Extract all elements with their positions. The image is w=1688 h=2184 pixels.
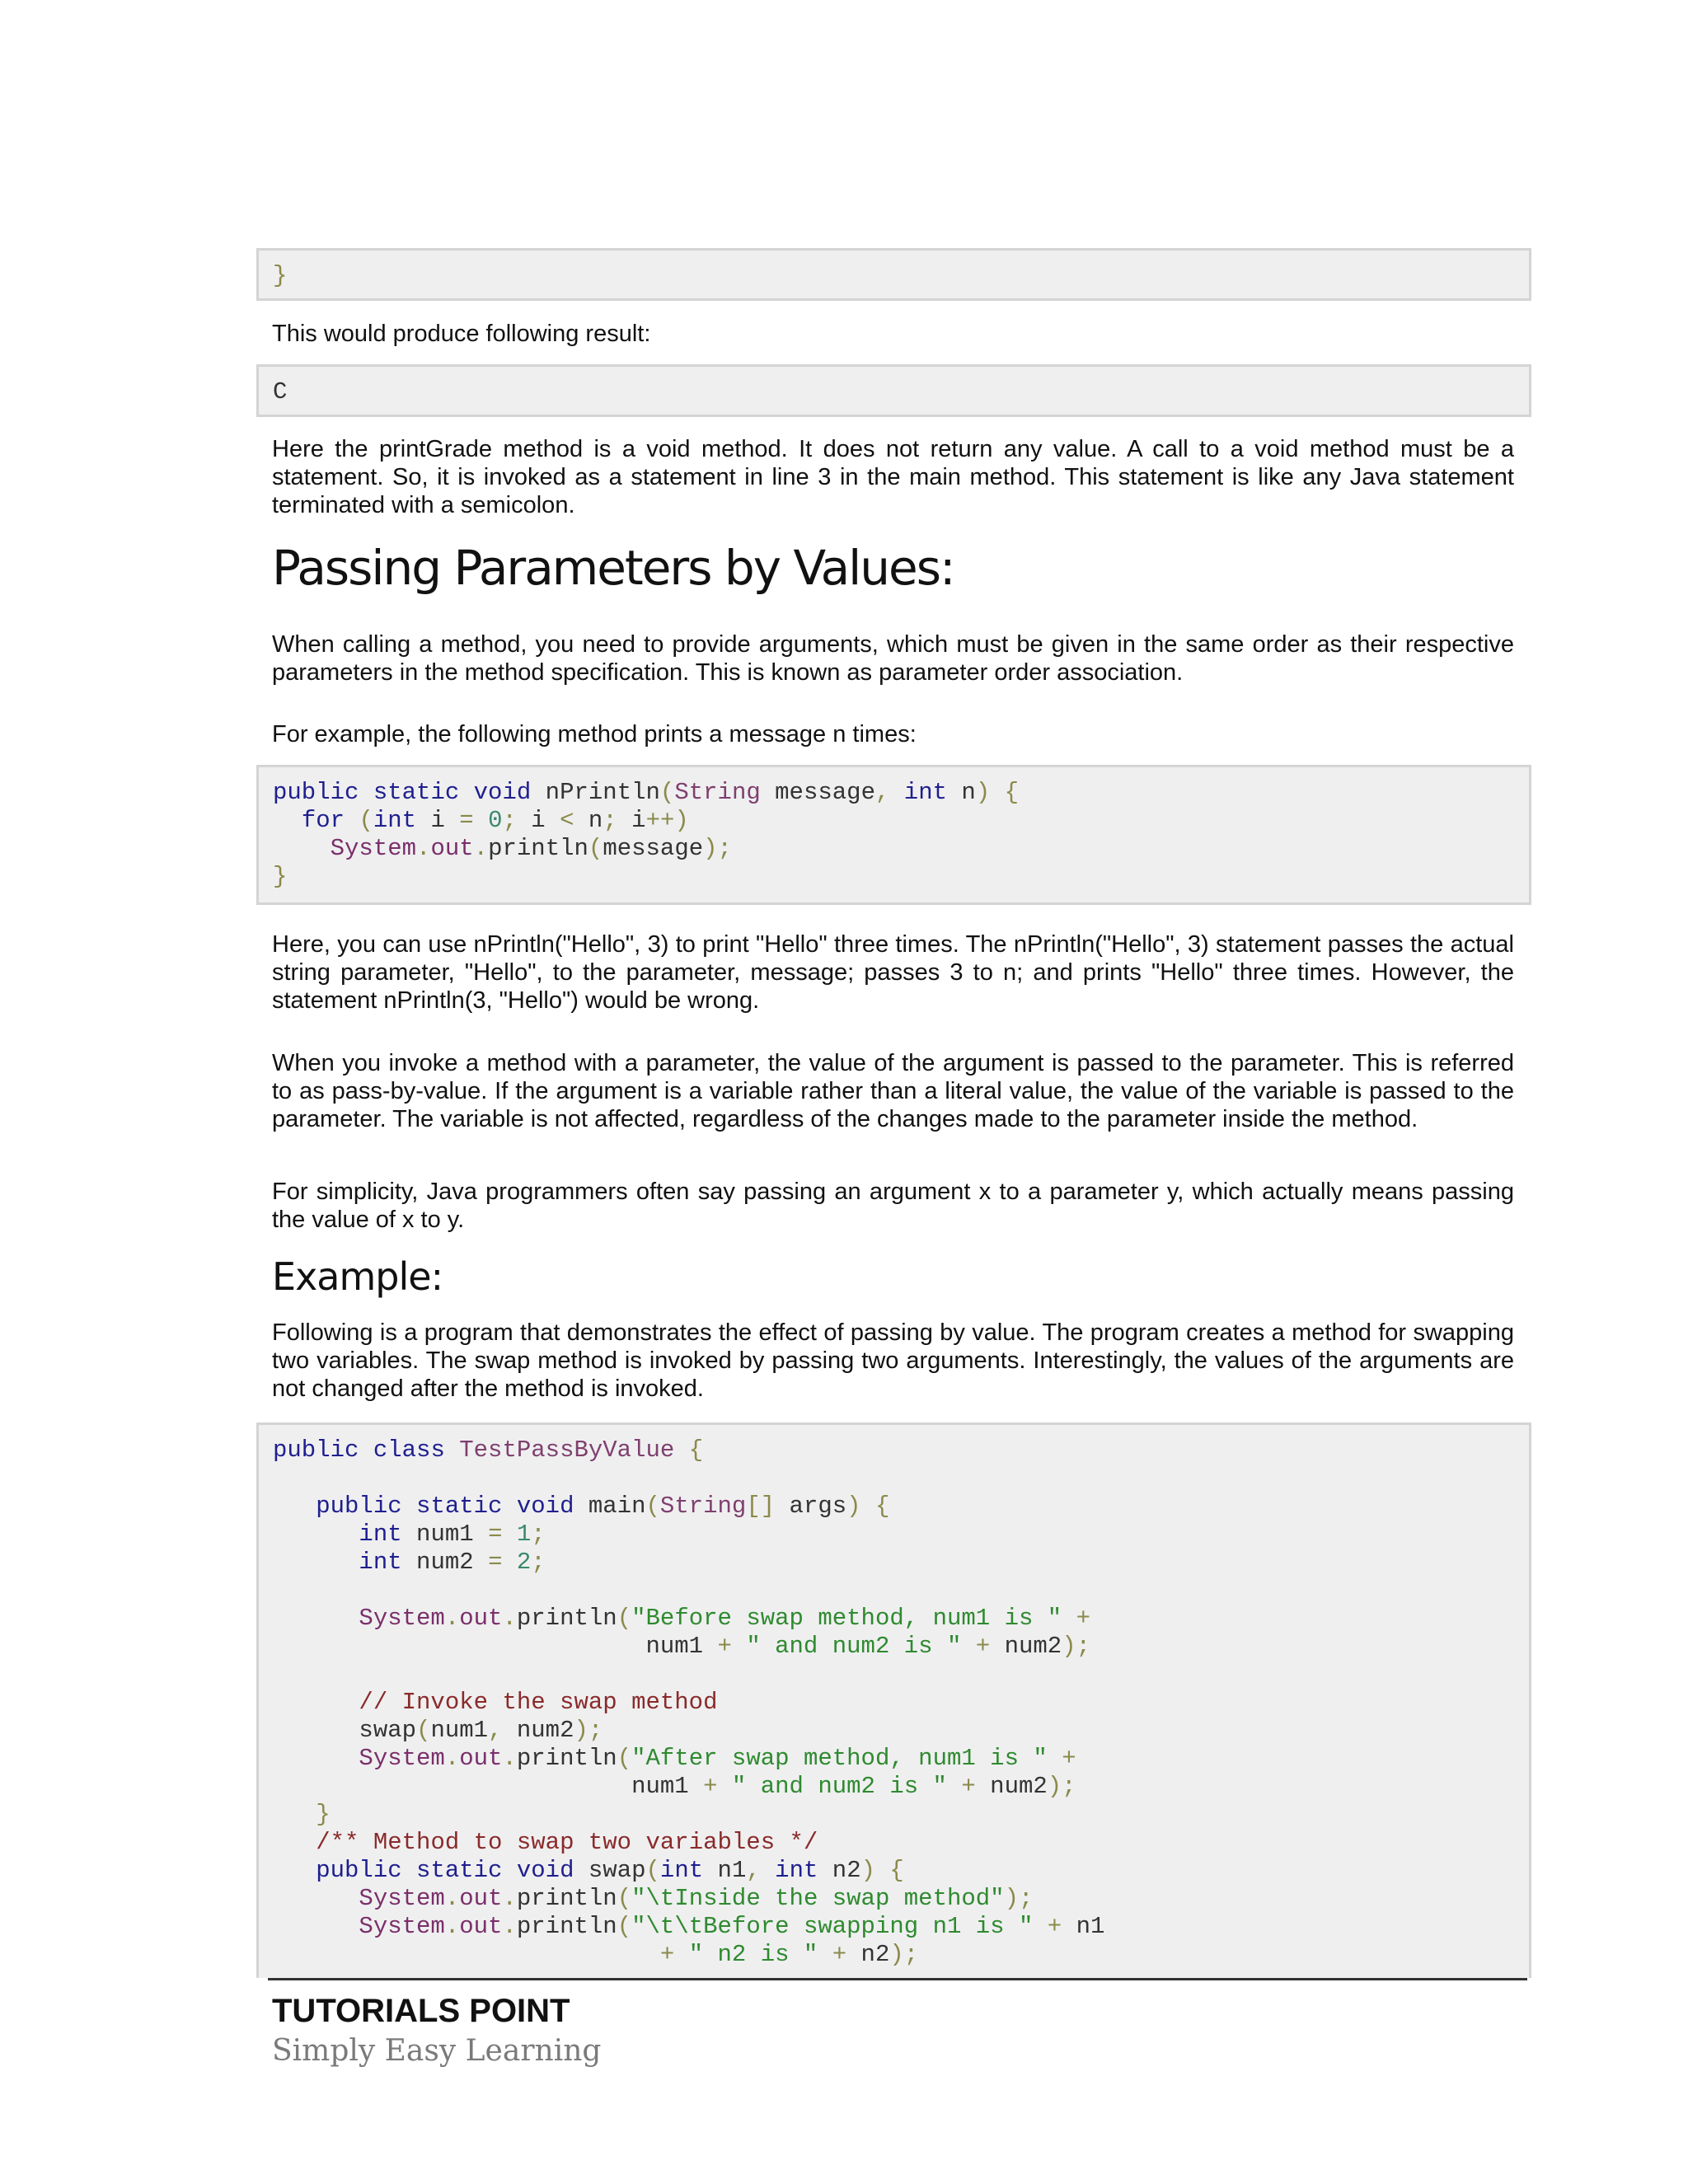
code-token: "After swap method, num1 is "	[631, 1745, 1048, 1772]
code-token	[273, 1829, 316, 1856]
code-token: public	[273, 779, 359, 806]
code-line	[273, 1829, 1529, 1857]
code-token	[273, 1941, 660, 1968]
code-token: i	[516, 807, 560, 834]
code-token: System	[359, 1745, 445, 1772]
code-token: int	[359, 1549, 402, 1576]
code-token: TestPassByValue	[459, 1436, 675, 1464]
code-token: nPrintln	[531, 779, 660, 806]
result-intro-text: This would produce following result:	[272, 321, 651, 347]
code-token: " and num2 is "	[746, 1633, 962, 1660]
code-token: /** Method to swap two variables */	[316, 1829, 818, 1856]
code-line	[273, 807, 1529, 835]
footer-rule	[268, 1978, 1527, 1980]
code-token: "Before swap method, num1 is "	[631, 1605, 1062, 1632]
code-token: ++)	[645, 807, 689, 834]
code-token: // Invoke the swap method	[359, 1689, 718, 1716]
code-token: C	[273, 378, 288, 405]
code-token: );	[703, 835, 732, 862]
code-token: +	[1062, 1745, 1076, 1772]
code-token: int	[775, 1857, 818, 1884]
code-line	[273, 1465, 1529, 1493]
code-token: num1	[401, 1521, 489, 1548]
swap-program-intro-paragraph: Following is a program that demonstrates the effect of passing by value. The program creates a method for swapping two variables. The swap method is invoked by passing two arguments. Interestingly, the values of the arguments are not changed after the method is invoked.	[272, 1319, 1514, 1402]
code-token: num2	[990, 1633, 1062, 1660]
code-token: ;	[531, 1521, 546, 1548]
code-token: }	[316, 1801, 331, 1828]
code-token: );	[1062, 1633, 1090, 1660]
code-token: +	[659, 1941, 675, 1968]
code-token	[674, 1941, 688, 1968]
code-token: out	[459, 1745, 503, 1772]
code-token: System	[359, 1913, 445, 1940]
code-token: ,	[488, 1717, 503, 1744]
code-token	[359, 1436, 373, 1464]
code-token: println	[516, 1605, 617, 1632]
code-token: +	[975, 1633, 991, 1660]
code-token: void	[473, 779, 532, 806]
code-token: out	[459, 1913, 503, 1940]
code-token: []	[746, 1493, 776, 1520]
code-line	[273, 1773, 1529, 1801]
code-token: out	[430, 835, 474, 862]
code-token: .	[444, 1745, 460, 1772]
code-line	[273, 1661, 1529, 1689]
code-token	[359, 779, 373, 806]
code-token: .	[444, 1885, 460, 1912]
code-token: i	[416, 807, 460, 834]
code-token: args	[775, 1493, 847, 1520]
code-token: num2	[401, 1549, 489, 1576]
code-line	[273, 262, 1529, 290]
code-token: n1	[703, 1857, 747, 1884]
code-token: .	[502, 1745, 517, 1772]
code-token	[889, 779, 903, 806]
code-token	[761, 1857, 775, 1884]
code-token: n	[574, 807, 603, 834]
code-token: n1	[1062, 1913, 1105, 1940]
code-token: );	[574, 1717, 603, 1744]
code-token: public	[316, 1493, 402, 1520]
code-token: num1	[430, 1717, 489, 1744]
code-token: .	[416, 835, 431, 862]
code-token: (	[617, 1913, 632, 1940]
code-token: .	[502, 1605, 517, 1632]
code-token: {	[688, 1436, 704, 1464]
code-token: +	[703, 1773, 718, 1800]
code-token: {	[1004, 779, 1020, 806]
code-token	[273, 1493, 316, 1520]
code-token: "\tInside the swap method"	[631, 1885, 1005, 1912]
code-line	[273, 1633, 1529, 1661]
code-token: class	[373, 1436, 445, 1464]
code-token	[273, 835, 331, 862]
footer-tagline: Simply Easy Learning	[272, 2034, 602, 2068]
code-token	[502, 1521, 516, 1548]
code-token: String	[659, 1493, 747, 1520]
code-token	[273, 1885, 359, 1912]
code-token	[818, 1941, 832, 1968]
code-token: for	[301, 807, 345, 834]
code-block-nprintln	[256, 765, 1531, 905]
code-token: main	[574, 1493, 646, 1520]
code-token: i	[617, 807, 646, 834]
code-line	[273, 1717, 1529, 1745]
code-token: .	[502, 1885, 517, 1912]
code-token: +	[1076, 1605, 1091, 1632]
code-token: 1	[516, 1521, 532, 1548]
code-token: +	[1047, 1913, 1062, 1940]
code-token: ;	[531, 1549, 546, 1576]
code-token	[947, 1773, 961, 1800]
code-token: 0	[488, 807, 503, 834]
code-token	[474, 807, 488, 834]
code-token	[273, 1549, 359, 1576]
code-line	[273, 835, 1529, 863]
code-token	[459, 779, 473, 806]
code-token: <	[560, 807, 574, 834]
parameter-order-paragraph: When calling a method, you need to provide arguments, which must be given in the same order as their respective parameters in the method specification. This is known as parameter order association.	[272, 631, 1514, 686]
code-token	[1033, 1913, 1047, 1940]
code-line	[273, 1521, 1529, 1549]
code-token: (	[617, 1745, 632, 1772]
code-token: println	[516, 1885, 617, 1912]
code-token: =	[459, 807, 474, 834]
code-token: .	[502, 1913, 517, 1940]
code-line	[273, 1857, 1529, 1885]
code-token	[273, 1605, 359, 1632]
code-token: {	[874, 1493, 890, 1520]
code-token: message	[760, 779, 875, 806]
code-token: )	[860, 1857, 876, 1884]
code-line	[273, 1745, 1529, 1773]
code-token	[345, 807, 359, 834]
code-token: out	[459, 1885, 503, 1912]
code-token: +	[961, 1773, 976, 1800]
code-token	[718, 1773, 732, 1800]
code-token: System	[359, 1605, 445, 1632]
code-line	[273, 1913, 1529, 1941]
code-token	[502, 1857, 516, 1884]
code-token: println	[516, 1745, 617, 1772]
code-token	[961, 1633, 975, 1660]
code-token	[273, 807, 302, 834]
code-token: =	[488, 1549, 503, 1576]
code-token: public	[273, 1436, 359, 1464]
code-token: println	[488, 835, 588, 862]
code-token: (	[645, 1493, 660, 1520]
code-token	[445, 1436, 459, 1464]
code-token: " and num2 is "	[731, 1773, 947, 1800]
code-line	[273, 779, 1529, 807]
code-token: .	[444, 1913, 460, 1940]
code-line	[273, 378, 1529, 406]
code-token: .	[444, 1605, 460, 1632]
nprintln-usage-paragraph: Here, you can use nPrintln("Hello", 3) to print "Hello" three times. The nPrintln("Hello", 3) statement passes the actual string parameter, "Hello", to the parameter, message; passes 3 to n; and prints "Hello" three times. However, the statement nPrintln(3, "Hello") would be wrong.	[272, 931, 1514, 1014]
code-token: n	[947, 779, 976, 806]
code-token	[674, 1436, 688, 1464]
code-token	[402, 1857, 416, 1884]
code-token: num1	[273, 1773, 704, 1800]
code-token: );	[1047, 1773, 1076, 1800]
code-line	[273, 1493, 1529, 1521]
code-token: (	[359, 807, 373, 834]
code-token: String	[674, 779, 761, 806]
code-block-test-pass-by-value	[256, 1422, 1531, 1978]
code-token	[502, 1493, 516, 1520]
code-token: =	[488, 1521, 503, 1548]
code-token: num1	[273, 1633, 718, 1660]
code-token: System	[330, 835, 417, 862]
code-token: );	[889, 1941, 919, 1968]
code-token: int	[659, 1857, 704, 1884]
code-token: ;	[603, 807, 617, 834]
code-token: num2	[502, 1717, 574, 1744]
code-token: public	[316, 1857, 402, 1884]
code-token: int	[373, 807, 417, 834]
code-token: .	[473, 835, 489, 862]
code-token: n2	[818, 1857, 861, 1884]
code-token: int	[359, 1521, 402, 1548]
code-block-closing-brace	[256, 248, 1531, 301]
void-method-paragraph: Here the printGrade method is a void method. It does not return any value. A call to a void method must be a statement. So, it is invoked as a statement in line 3 in the main method. This statement is like any Java statement terminated with a semicolon.	[272, 436, 1514, 518]
code-token	[990, 779, 1004, 806]
code-token	[875, 1857, 889, 1884]
code-token: ,	[746, 1857, 761, 1884]
code-token: static	[416, 1493, 503, 1520]
code-line	[273, 863, 1529, 891]
code-token: swap	[273, 1717, 417, 1744]
code-token: int	[903, 779, 948, 806]
example-intro-paragraph: For example, the following method prints a message n times:	[272, 721, 917, 748]
code-line	[273, 1577, 1529, 1605]
code-line	[273, 1605, 1529, 1633]
code-token	[273, 1857, 316, 1884]
code-token: +	[832, 1941, 847, 1968]
code-line	[273, 1941, 1529, 1969]
code-token	[273, 1745, 359, 1772]
code-token: (	[588, 835, 603, 862]
code-token: "\t\tBefore swapping n1 is "	[631, 1913, 1034, 1940]
code-token: static	[373, 779, 460, 806]
code-line	[273, 1801, 1529, 1829]
footer-brand: TUTORIALS POINT	[272, 1993, 570, 2029]
code-token: )	[846, 1493, 861, 1520]
code-token: message	[603, 835, 704, 862]
section-heading-passing-parameters: Passing Parameters by Values:	[272, 540, 954, 596]
code-token: (	[645, 1857, 660, 1884]
code-token: ;	[502, 807, 517, 834]
code-token: System	[359, 1885, 445, 1912]
code-token: +	[717, 1633, 732, 1660]
code-token: {	[889, 1857, 904, 1884]
code-token	[502, 1549, 516, 1576]
code-token: )	[975, 779, 991, 806]
code-line	[273, 1549, 1529, 1577]
code-line	[273, 1436, 1529, 1465]
code-token	[273, 1801, 316, 1828]
code-token: out	[459, 1605, 503, 1632]
code-token: n2	[846, 1941, 890, 1968]
code-token: (	[617, 1605, 632, 1632]
code-token	[273, 1913, 359, 1940]
code-token: println	[516, 1913, 617, 1940]
pass-by-value-paragraph: When you invoke a method with a parameter, the value of the argument is passed to the parameter. This is referred to as pass-by-value. If the argument is a variable rather than a literal value, the value of the variable is passed to the parameter. The variable is not affected, regardless of the changes made to the parameter inside the method.	[272, 1050, 1514, 1132]
code-token	[1048, 1745, 1062, 1772]
code-token	[273, 1521, 359, 1548]
code-token: " n2 is "	[688, 1941, 818, 1968]
code-token: void	[516, 1493, 574, 1520]
code-block-output	[256, 364, 1531, 417]
example-heading: Example:	[272, 1254, 443, 1299]
code-token	[732, 1633, 746, 1660]
code-line	[273, 1689, 1529, 1717]
code-token: (	[416, 1717, 431, 1744]
simplicity-paragraph: For simplicity, Java programmers often say passing an argument x to a parameter y, which actually means passing the value of x to y.	[272, 1179, 1514, 1233]
code-line	[273, 1885, 1529, 1913]
code-token: );	[1004, 1885, 1034, 1912]
code-token: (	[659, 779, 675, 806]
code-token	[1062, 1605, 1076, 1632]
code-token: (	[617, 1885, 632, 1912]
code-token	[273, 1689, 359, 1716]
code-token	[861, 1493, 875, 1520]
code-token: num2	[975, 1773, 1048, 1800]
code-token	[402, 1493, 416, 1520]
code-token: }	[273, 262, 288, 289]
code-token: static	[416, 1857, 503, 1884]
code-token: void	[516, 1857, 574, 1884]
code-token: ,	[874, 779, 890, 806]
code-token: swap	[574, 1857, 646, 1884]
code-token: }	[273, 863, 288, 890]
code-token: 2	[516, 1549, 532, 1576]
